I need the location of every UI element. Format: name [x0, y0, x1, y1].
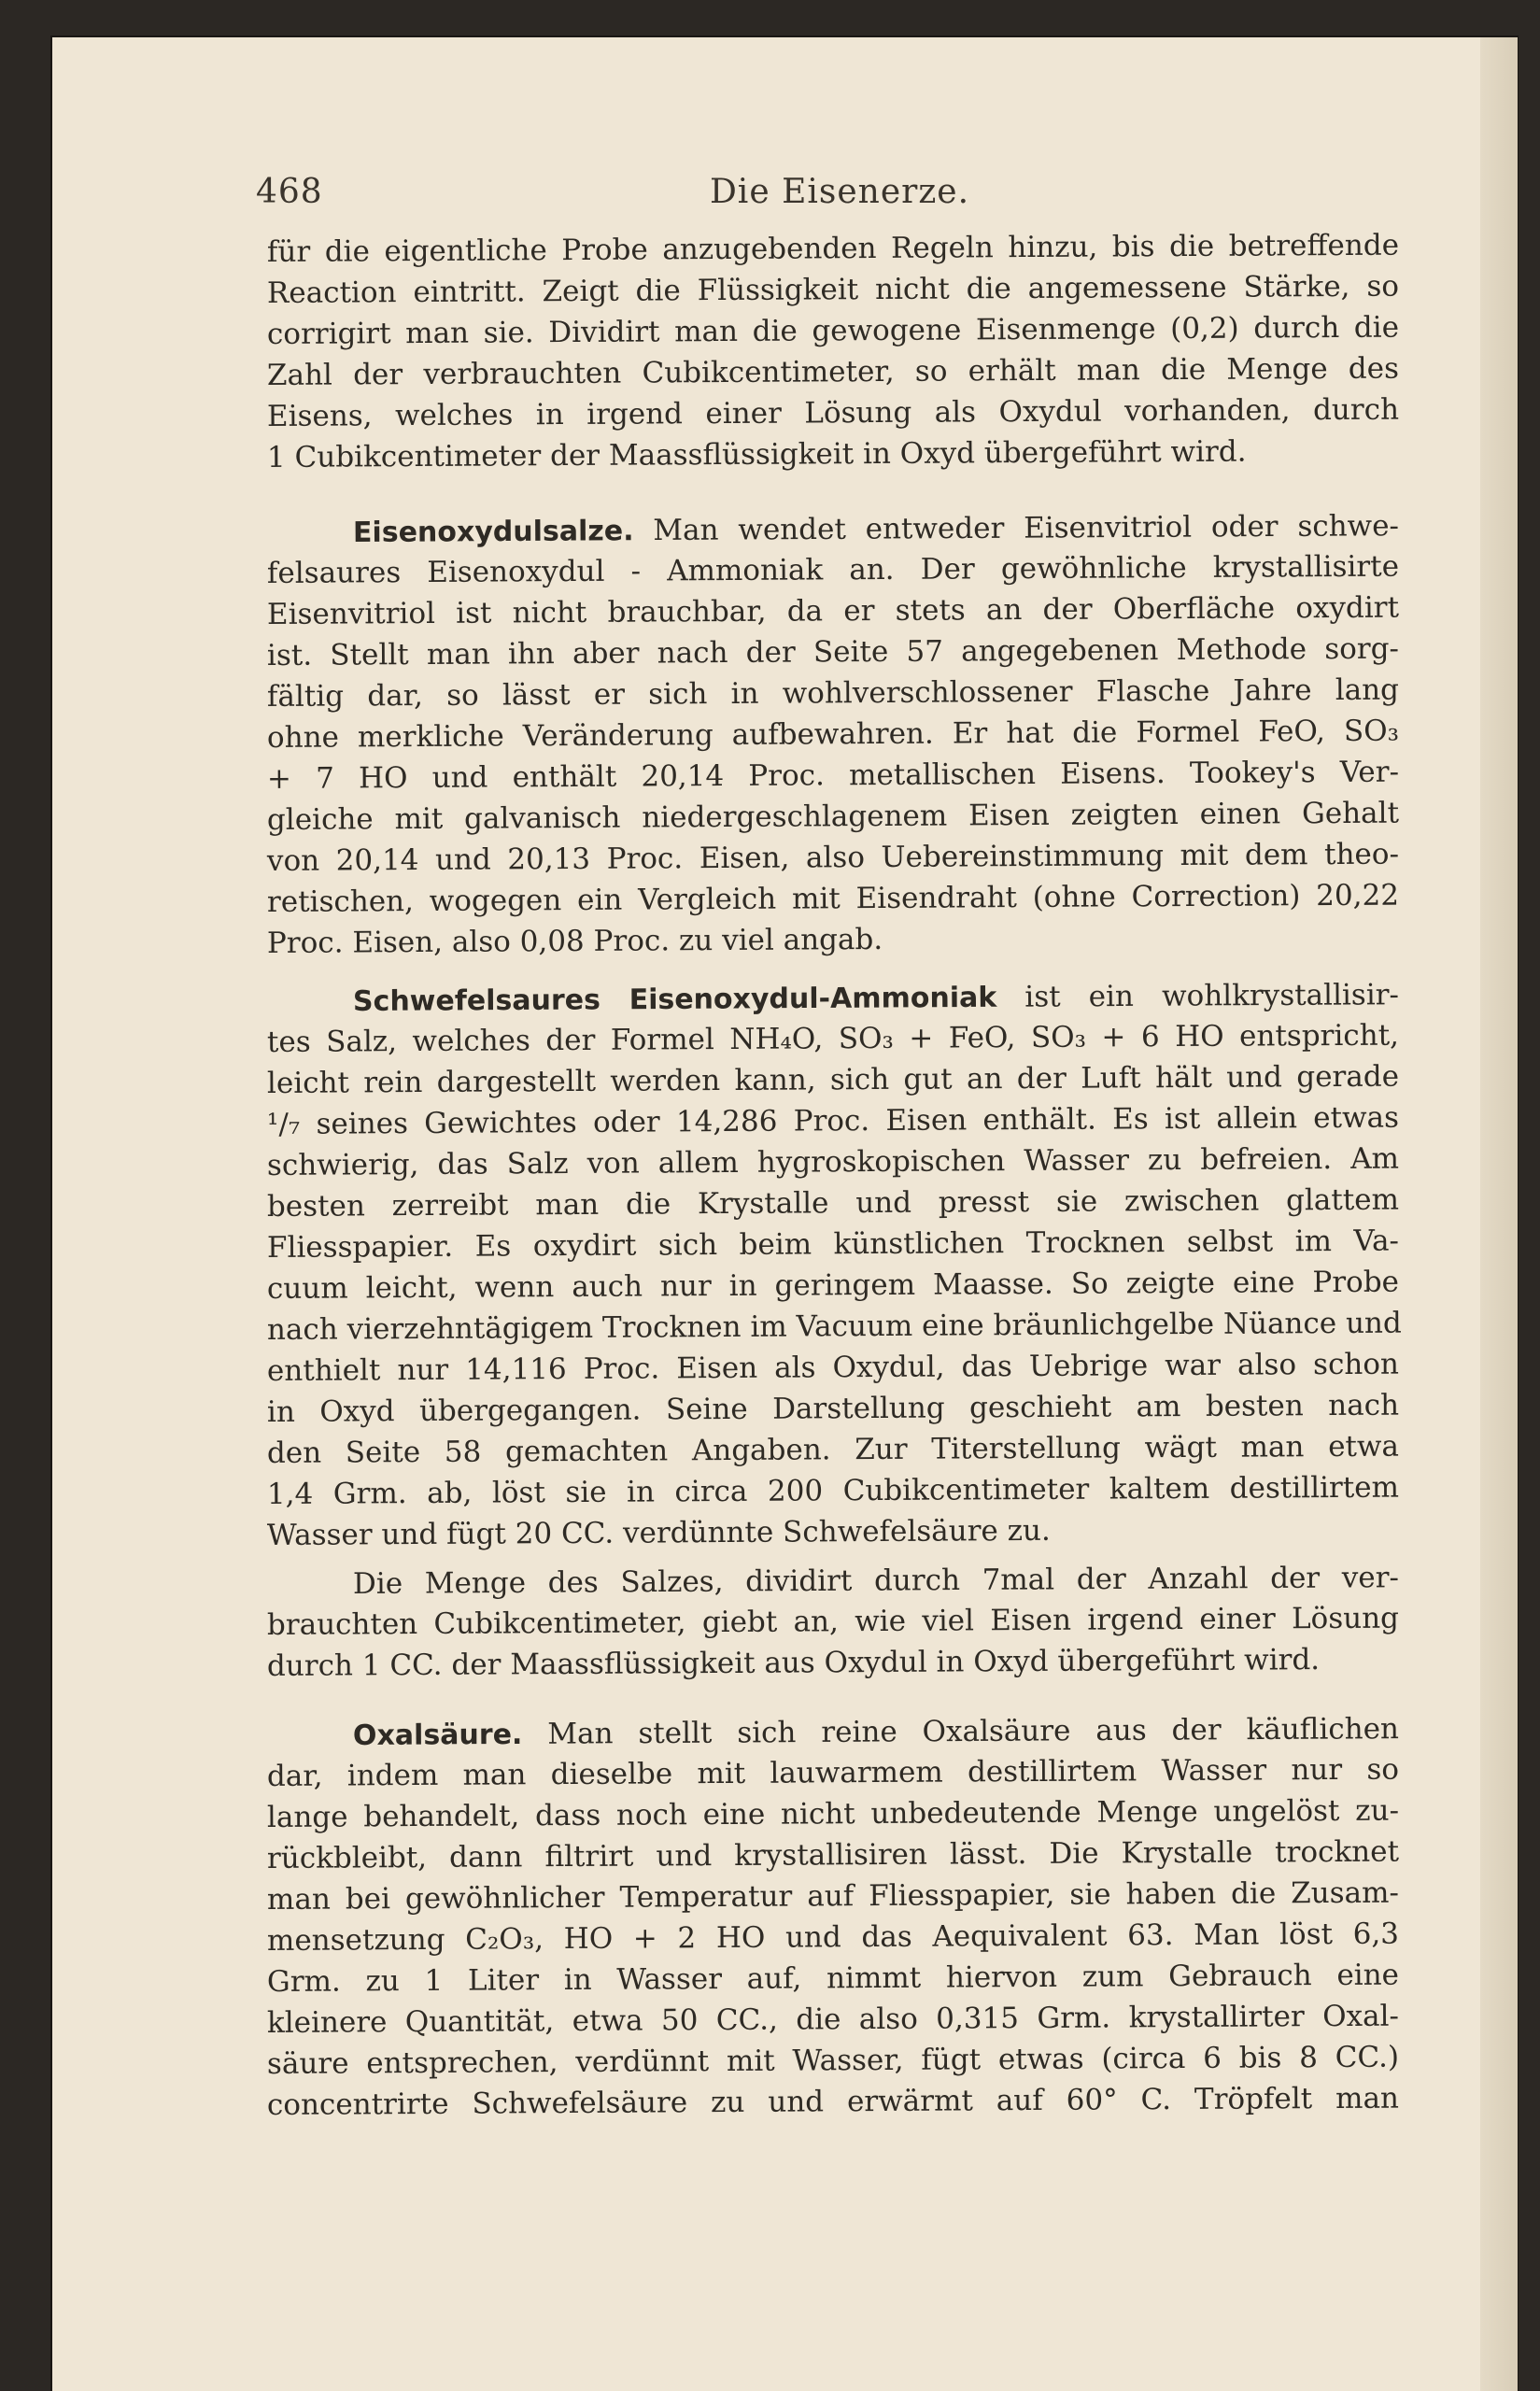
text-line: 1 Cubikcentimeter der Maassflüssigkeit in Oxyd übergeführt wird. [266, 434, 1247, 474]
text-line: Zahl der verbrauchten Cubikcentimeter, so erhält man die Menge des [266, 351, 1400, 392]
text-line: schwierig, das Salz von allem hygroskopischen Wasser zu befreien. Am [266, 1141, 1400, 1182]
text-line: lange behandelt, dass noch eine nicht unbedeutende Menge ungelöst zu- [266, 1793, 1400, 1834]
page-number: 468 [256, 173, 323, 211]
text-line: leicht rein dargestellt werden kann, sich gut an der Luft hält und gerade [266, 1059, 1400, 1100]
text-line: von 20,14 und 20,13 Proc. Eisen, also Uebereinstimmung mit dem theo- [266, 837, 1400, 878]
text-line: fältig dar, so lässt er sich in wohlverschlossener Flasche Jahre lang [266, 672, 1400, 714]
text-span: ist ein wohlkrystallisir- [1024, 978, 1400, 1014]
text-line: säure entsprechen, verdünnt mit Wasser, fügt etwas (circa 6 bis 8 CC.) [266, 2040, 1400, 2081]
text-line: Fliesspapier. Es oxydirt sich beim künstlichen Trocknen selbst im Va- [266, 1224, 1400, 1265]
text-line: Proc. Eisen, also 0,08 Proc. zu viel angab. [266, 922, 883, 960]
text-line: ohne merkliche Veränderung aufbewahren. Er hat die Formel FeO, SO₃ [266, 714, 1400, 755]
text-line: mensetzung C₂O₃, HO + 2 HO und das Aequivalent 63. Man löst 6,3 [266, 1917, 1400, 1958]
text-line: durch 1 CC. der Maassflüssigkeit aus Oxydul in Oxyd übergeführt wird. [266, 1643, 1321, 1683]
text-line: dar, indem man dieselbe mit lauwarmem destillirtem Wasser nur so [266, 1752, 1400, 1793]
text-line: brauchten Cubikcentimeter, giebt an, wie viel Eisen irgend einer Lösung [266, 1601, 1400, 1642]
text-line: den Seite 58 gemachten Angaben. Zur Titerstellung wägt man etwa [266, 1429, 1400, 1470]
text-line: corrigirt man sie. Dividirt man die gewogene Eisenmenge (0,2) durch die [266, 310, 1400, 351]
text-line: Grm. zu 1 Liter in Wasser auf, nimmt hiervon zum Gebrauch eine [266, 1958, 1400, 1999]
text-line: nach vierzehntägigem Trocknen im Vacuum eine bräunlichgelbe Nüance und [266, 1306, 1402, 1347]
text-line: Eisenvitriol ist nicht brauchbar, da er stets an der Oberfläche oxydirt [266, 590, 1400, 631]
text-line: concentrirte Schwefelsäure zu und erwärmt auf 60° C. Tröpfelt man [266, 2081, 1400, 2122]
text-line: + 7 HO und enthält 20,14 Proc. metallischen Eisens. Tookey's Ver- [266, 755, 1400, 796]
text-line: Wasser und fügt 20 CC. verdünnte Schwefelsäure zu. [266, 1513, 1051, 1552]
text-line: Die Menge des Salzes, dividirt durch 7mal der Anzahl der ver- [352, 1561, 1400, 1601]
running-header [256, 173, 1423, 218]
text-line: ¹/₇ seines Gewichtes oder 14,286 Proc. Eisen enthält. Es ist allein etwas [266, 1100, 1400, 1141]
text-span: Man stellt sich reine Oxalsäure aus der käuflichen [547, 1712, 1400, 1751]
section-heading-eisenoxydulsalze: Eisenoxydulsalze. [352, 515, 634, 549]
section-first-line [353, 505, 1399, 553]
text-line: ist. Stellt man ihn aber nach der Seite 57 angegebenen Methode sorg- [266, 631, 1400, 672]
text-line: retischen, wogegen ein Vergleich mit Eisendraht (ohne Correction) 20,22 [266, 878, 1400, 919]
text-line: rückbleibt, dann filtrirt und krystallisiren lässt. Die Krystalle trocknet [266, 1834, 1400, 1875]
section-heading-schwefelsaures-eisenoxydul-ammoniak: Schwefelsaures Eisenoxydul-Ammoniak [352, 981, 997, 1018]
text-line: gleiche mit galvanisch niedergeschlagenem Eisen zeigten einen Gehalt [266, 796, 1400, 837]
section-first-line [353, 974, 1399, 1022]
text-line: enthielt nur 14,116 Proc. Eisen als Oxydul, das Uebrige war also schon [266, 1347, 1400, 1388]
text-line: tes Salz, welches der Formel NH₄O, SO₃ + FeO, SO₃ + 6 HO entspricht, [266, 1018, 1400, 1059]
section-heading-oxalsaeure: Oxalsäure. [352, 1718, 523, 1752]
text-line: in Oxyd übergegangen. Seine Darstellung geschieht am besten nach [266, 1388, 1400, 1429]
text-line: 1,4 Grm. ab, löst sie in circa 200 Cubikcentimeter kaltem destillirtem [266, 1470, 1400, 1511]
text-line: kleinere Quantität, etwa 50 CC., die also 0,315 Grm. krystallirter Oxal- [266, 1999, 1400, 2040]
text-span: Man wendet entweder Eisenvitriol oder schwe- [653, 509, 1400, 548]
running-title: Die Eisenerze. [709, 173, 970, 211]
text-line: besten zerreibt man die Krystalle und presst sie zwischen glattem [266, 1182, 1400, 1224]
text-line: cuum leicht, wenn auch nur in geringem Maasse. So zeigte eine Probe [266, 1265, 1400, 1306]
text-line: Eisens, welches in irgend einer Lösung als Oxydul vorhanden, durch [266, 392, 1400, 433]
page-edge [1480, 37, 1518, 2391]
text-line: für die eigentliche Probe anzugebenden Regeln hinzu, bis die betreffende [266, 228, 1400, 269]
text-line: felsaures Eisenoxydul - Ammoniak an. Der gewöhnliche krystallisirte [266, 549, 1400, 590]
text-line: man bei gewöhnlicher Temperatur auf Fliesspapier, sie haben die Zusam- [266, 1875, 1400, 1917]
text-line: Reaction eintritt. Zeigt die Flüssigkeit nicht die angemessene Stärke, so [266, 269, 1400, 310]
section-first-line [353, 1708, 1399, 1756]
